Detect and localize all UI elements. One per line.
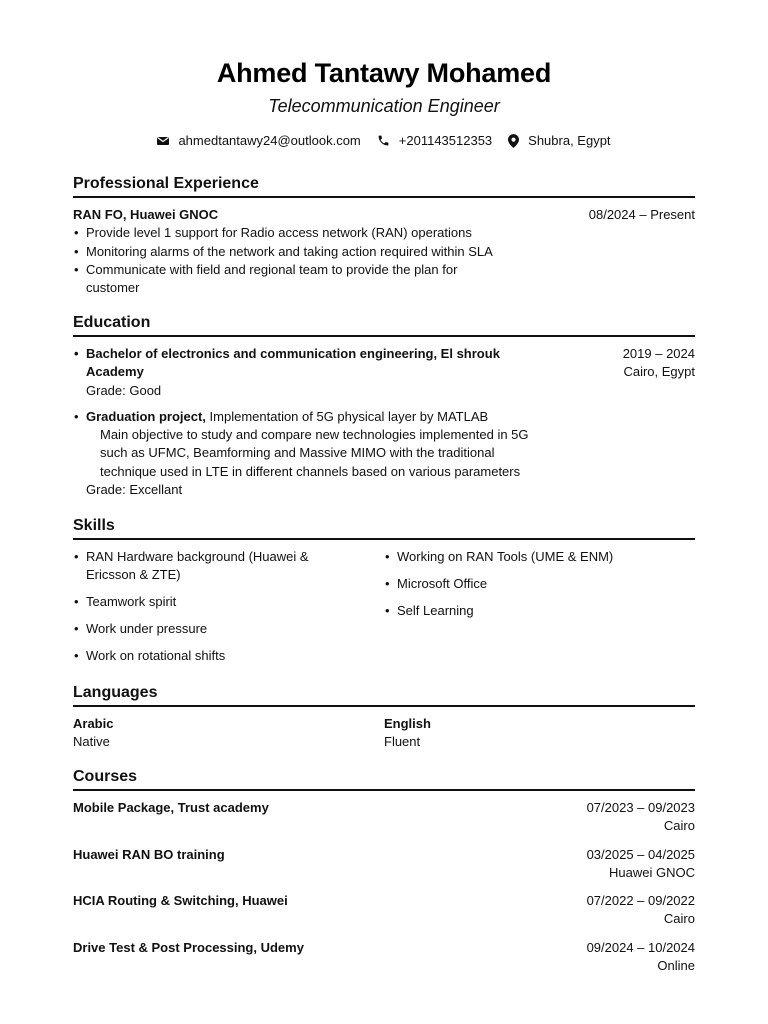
skill-item: • Teamwork spirit xyxy=(73,593,384,611)
course-place: Huawei GNOC xyxy=(609,864,695,880)
language-item xyxy=(73,715,384,752)
course-entry xyxy=(73,799,695,836)
contact-email[interactable] xyxy=(157,133,360,148)
job-dates: 08/2024 – Present xyxy=(588,207,695,222)
course-title: Huawei RAN BO training xyxy=(73,846,225,862)
education-section xyxy=(73,314,695,499)
course-title: Mobile Package, Trust academy xyxy=(73,800,269,815)
language-level: Native xyxy=(73,734,110,750)
project-description: Main objective to study and compare new technologies implemented in 5G such as UFMC, Beamforming and Massive MIMO with the traditional technique used in LTE in different channels based on various parameters xyxy=(100,427,529,479)
candidate-name: Ahmed Tantawy Mohamed xyxy=(216,58,552,88)
skill-item: • Self Learning xyxy=(384,602,695,620)
course-dates: 07/2023 – 09/2023 xyxy=(586,800,695,815)
language-name: English xyxy=(384,716,431,731)
education-heading: Education xyxy=(73,314,695,337)
course-title: Drive Test & Post Processing, Udemy xyxy=(73,939,304,955)
email-text: ahmedtantawy24@outlook.com xyxy=(178,133,361,148)
courses-heading: Courses xyxy=(73,768,695,791)
degree-grade: Grade: Good xyxy=(86,382,162,398)
course-dates: 07/2022 – 09/2022 xyxy=(586,893,695,909)
project-title: Implementation of 5G physical layer by MATLAB xyxy=(209,408,489,424)
job-bullet: • Provide level 1 support for Radio access network (RAN) operations xyxy=(73,224,543,242)
experience-section xyxy=(73,175,695,297)
course-entry xyxy=(73,892,695,929)
phone-icon xyxy=(377,134,390,147)
contact-bar xyxy=(73,133,695,148)
job-title: Telecommunication Engineer xyxy=(268,96,500,116)
project-grade: Grade: Excellant xyxy=(86,482,183,498)
course-place: Cairo xyxy=(663,911,695,927)
job-bullet: • Communicate with field and regional team to provide the plan for customer xyxy=(73,261,506,298)
project-entry xyxy=(73,408,695,499)
language-item xyxy=(384,715,695,752)
job-entry xyxy=(73,206,695,297)
degree-dates: 2019 – 2024 xyxy=(622,346,695,361)
skills-heading: Skills xyxy=(73,517,695,540)
phone-text: +201143512353 xyxy=(398,133,493,148)
courses-section xyxy=(73,768,695,985)
job-role: RAN FO, Huawei GNOC xyxy=(73,207,219,222)
job-bullet: • Monitoring alarms of the network and taking action required within SLA xyxy=(73,243,543,261)
languages-heading: Languages xyxy=(73,684,695,707)
course-place: Cairo xyxy=(663,818,695,834)
language-name: Arabic xyxy=(73,716,114,731)
skill-item: • Work under pressure xyxy=(73,620,384,638)
project-line xyxy=(73,408,695,426)
experience-heading: Professional Experience xyxy=(73,175,695,198)
skill-item: • Work on rotational shifts xyxy=(73,647,384,665)
degree-title: • Bachelor of electronics and communication engineering, El shrouk Academy xyxy=(73,345,513,382)
language-level: Fluent xyxy=(384,734,421,750)
map-pin-icon xyxy=(508,134,519,148)
skills-left-list xyxy=(73,548,384,674)
course-title: HCIA Routing & Switching, Huawei xyxy=(73,893,288,909)
course-entry xyxy=(73,846,695,883)
course-place: Online xyxy=(657,958,695,974)
course-dates: 03/2025 – 04/2025 xyxy=(586,846,695,862)
skills-section xyxy=(73,517,695,674)
contact-phone[interactable] xyxy=(377,133,492,148)
languages-section xyxy=(73,684,695,752)
course-dates: 09/2024 – 10/2024 xyxy=(586,939,695,955)
course-entry xyxy=(73,939,695,976)
contact-location xyxy=(508,133,610,148)
skills-right-list xyxy=(384,548,695,674)
skill-item: • Microsoft Office xyxy=(384,575,695,593)
skill-item: • RAN Hardware background (Huawei & Ericsson & ZTE) xyxy=(73,548,331,585)
project-label: Graduation project, xyxy=(86,408,206,424)
envelope-icon xyxy=(157,136,169,146)
degree-place: Cairo, Egypt xyxy=(623,364,695,380)
location-text: Shubra, Egypt xyxy=(528,133,611,148)
job-bullets xyxy=(73,224,543,297)
education-entry xyxy=(73,345,695,400)
skill-item: • Working on RAN Tools (UME & ENM) xyxy=(384,548,695,566)
